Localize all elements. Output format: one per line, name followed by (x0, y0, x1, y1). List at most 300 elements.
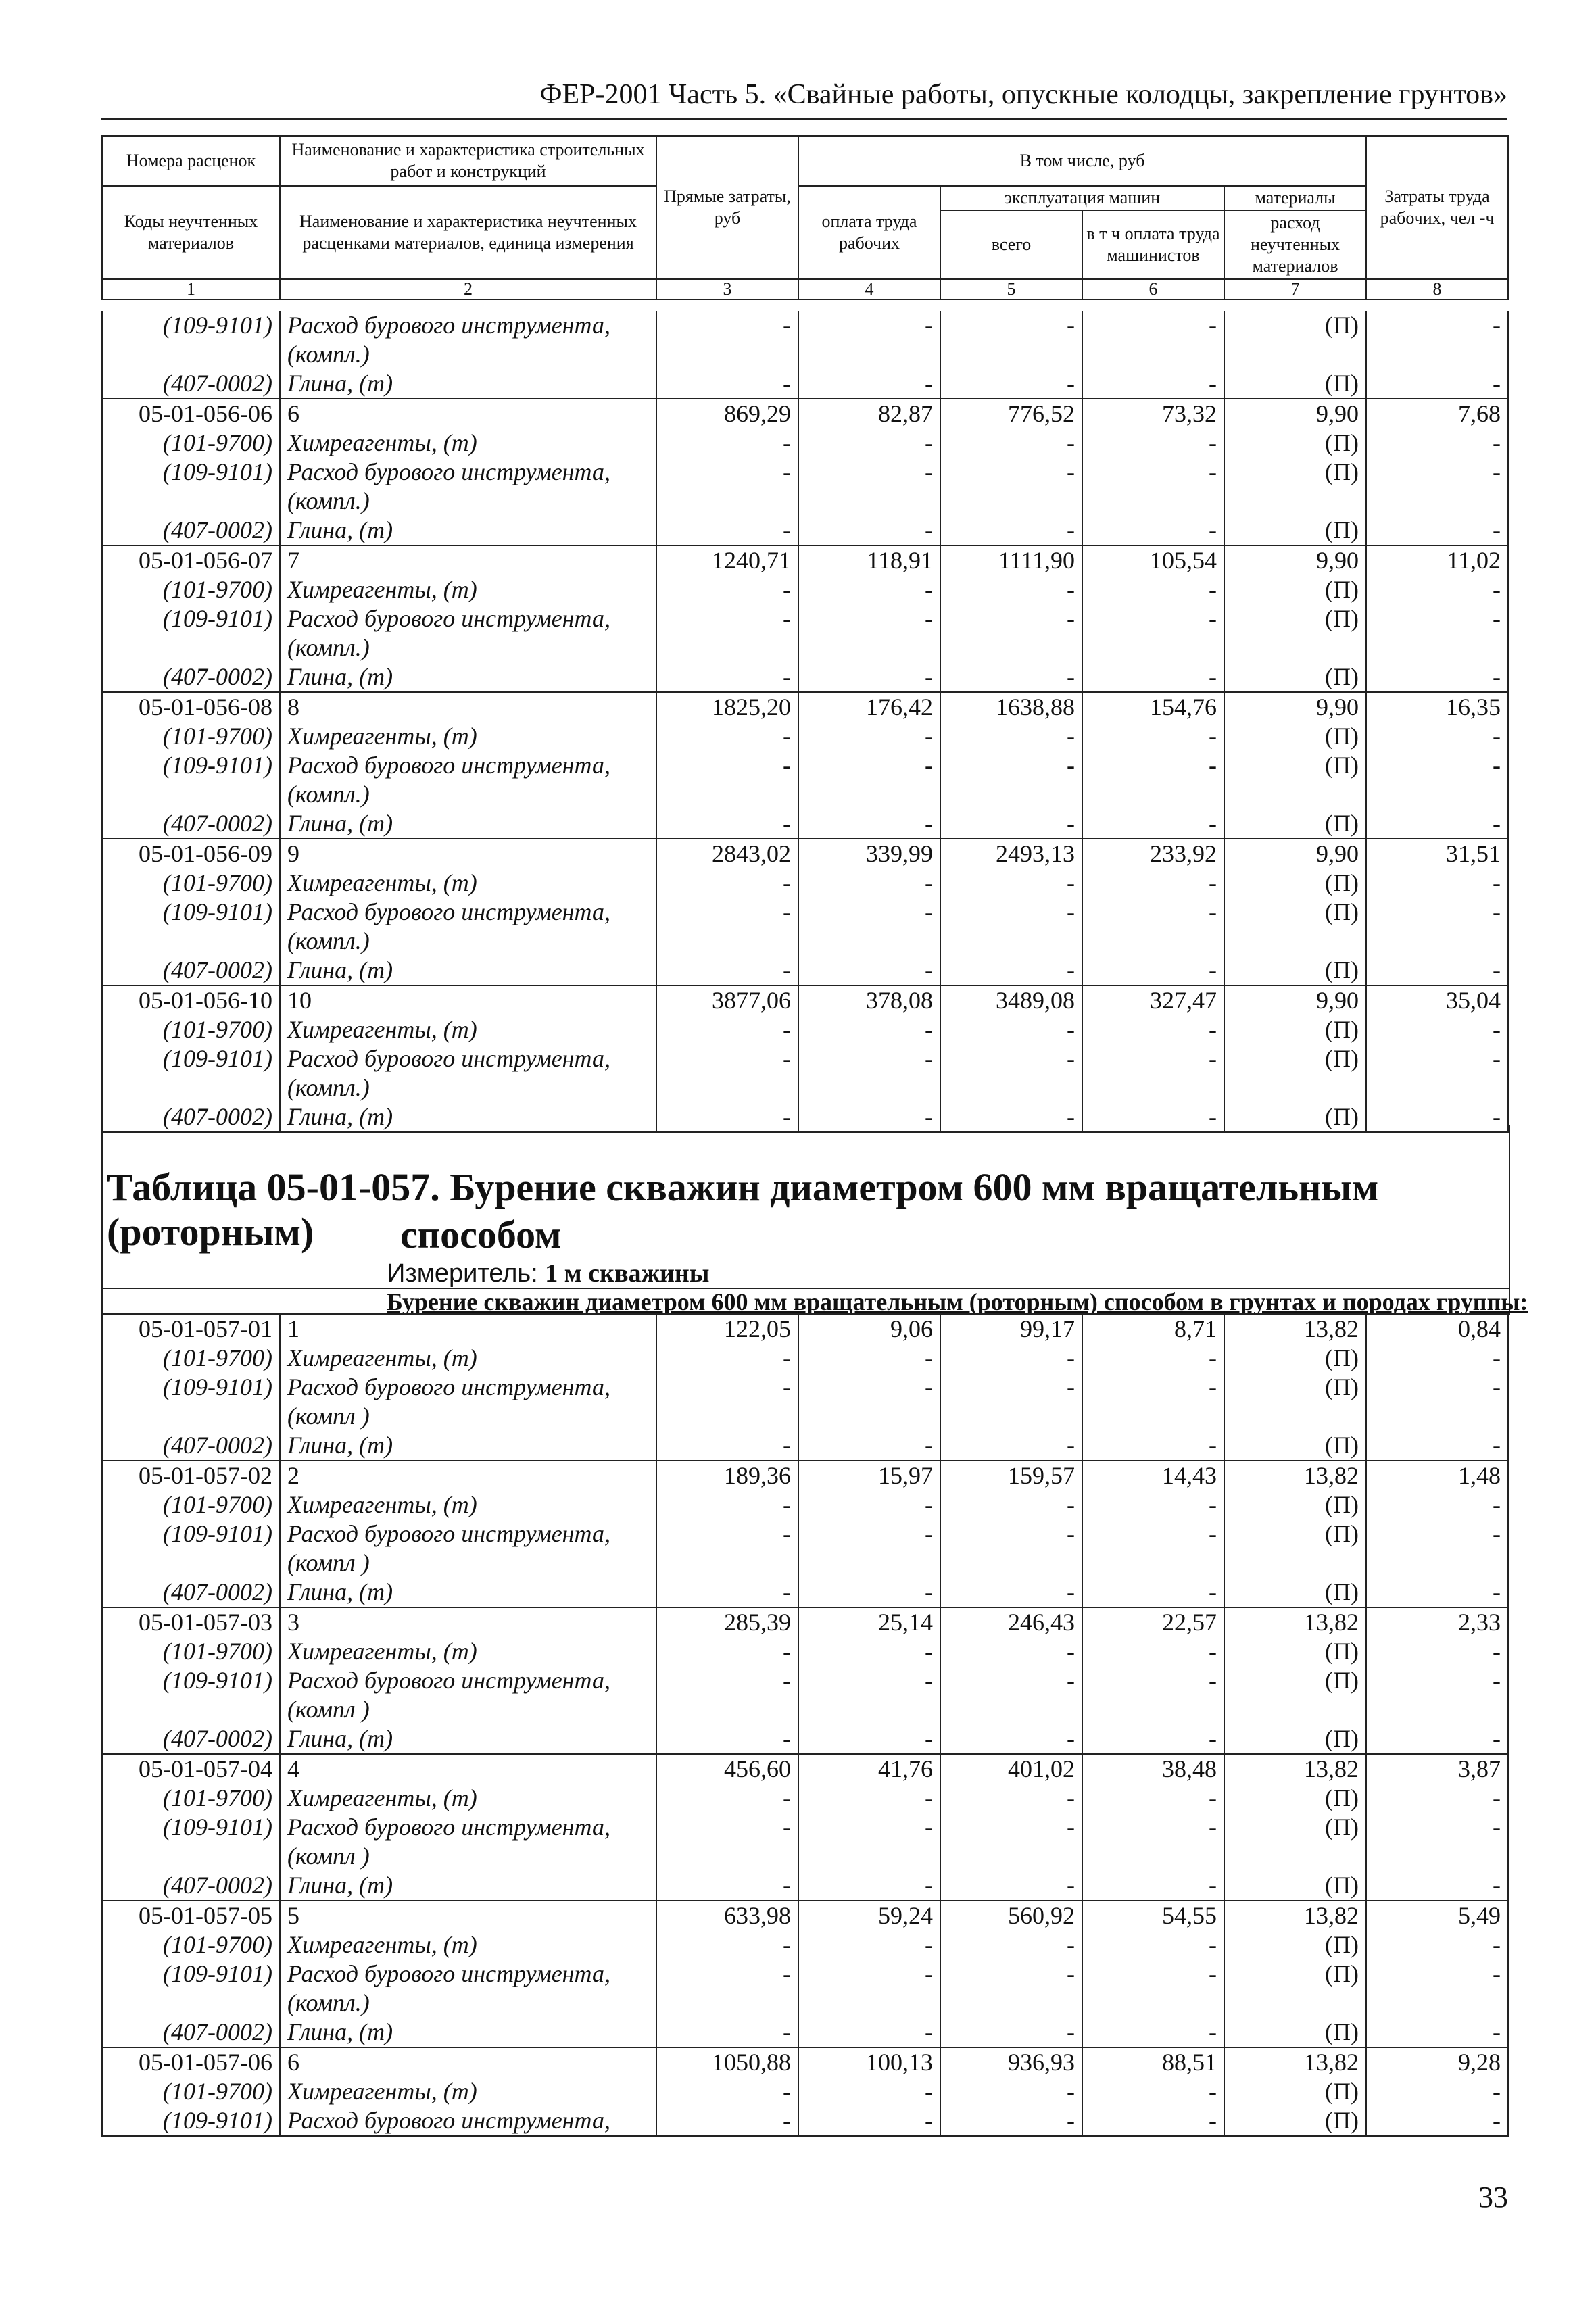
direct-costs-cell: - (656, 2077, 798, 2106)
operators-pay-cell: - (1082, 311, 1224, 340)
machine-total-cell: - (940, 869, 1082, 898)
column-header-table (101, 135, 1509, 300)
operators-pay-cell: - (1082, 1930, 1224, 1959)
item-name-cell: Химреагенты, (т) (280, 1930, 656, 1959)
rate-code-cell: (109-9101) (102, 604, 280, 633)
continuation-row (102, 633, 1508, 662)
operators-pay-cell: - (1082, 1373, 1224, 1402)
labor-hours-cell: - (1366, 1813, 1508, 1842)
item-name-cell: Химреагенты, (т) (280, 575, 656, 604)
workers-pay-cell: 100,13 (798, 2047, 940, 2077)
machine-total-cell (940, 927, 1082, 956)
machine-total-cell: - (940, 1959, 1082, 1989)
materials-cell (1224, 340, 1366, 369)
header-index-row (102, 279, 1508, 299)
rate-code-cell: (109-9101) (102, 311, 280, 340)
direct-costs-cell: 1825,20 (656, 692, 798, 722)
machine-total-cell (940, 487, 1082, 516)
direct-costs-cell: - (656, 1784, 798, 1813)
item-name-cell: Химреагенты, (т) (280, 869, 656, 898)
workers-pay-cell: - (798, 2106, 940, 2136)
rate-code-cell: (407-0002) (102, 2018, 280, 2047)
labor-hours-cell: - (1366, 1871, 1508, 1901)
labor-hours-cell (1366, 487, 1508, 516)
rate-code-cell: (407-0002) (102, 1578, 280, 1607)
materials-cell: (П) (1224, 1666, 1366, 1695)
materials-cell: (П) (1224, 1044, 1366, 1073)
header-material-names: Наименование и характеристика неучтенных расценками материалов, единица измерения (280, 186, 656, 279)
material-row (102, 604, 1508, 633)
machine-total-cell: - (940, 751, 1082, 780)
workers-pay-cell: - (798, 1959, 940, 1989)
rate-code-cell: (101-9700) (102, 1490, 280, 1519)
workers-pay-cell: - (798, 1519, 940, 1549)
rate-row (102, 839, 1508, 869)
labor-hours-cell: - (1366, 751, 1508, 780)
item-name-cell: 9 (280, 839, 656, 869)
machine-total-cell (940, 1842, 1082, 1871)
materials-cell: (П) (1224, 1871, 1366, 1901)
operators-pay-cell (1082, 633, 1224, 662)
workers-pay-cell: 41,76 (798, 1754, 940, 1784)
rate-code-cell: 05-01-057-03 (102, 1607, 280, 1637)
rate-code-cell: (101-9700) (102, 1930, 280, 1959)
direct-costs-cell: - (656, 2018, 798, 2047)
direct-costs-cell (656, 780, 798, 809)
rate-row (102, 1461, 1508, 1490)
operators-pay-cell (1082, 1549, 1224, 1578)
rates-table-top (101, 311, 1509, 1133)
direct-costs-cell: - (656, 1724, 798, 1754)
material-row (102, 575, 1508, 604)
rate-code-cell (102, 1549, 280, 1578)
workers-pay-cell: - (798, 369, 940, 399)
machine-total-cell: - (940, 1578, 1082, 1607)
item-name-cell: Химреагенты, (т) (280, 1637, 656, 1666)
material-row (102, 458, 1508, 487)
materials-cell: 13,82 (1224, 1314, 1366, 1344)
rate-code-cell: (109-9101) (102, 1519, 280, 1549)
operators-pay-cell: - (1082, 1724, 1224, 1754)
labor-hours-cell: - (1366, 662, 1508, 692)
continuation-row (102, 780, 1508, 809)
machine-total-cell: - (940, 722, 1082, 751)
materials-cell: (П) (1224, 1519, 1366, 1549)
material-row (102, 1784, 1508, 1813)
item-name-cell: Расход бурового инструмента, (280, 1813, 656, 1842)
workers-pay-cell: 176,42 (798, 692, 940, 722)
operators-pay-cell (1082, 340, 1224, 369)
header-index-cell: 8 (1366, 279, 1508, 299)
workers-pay-cell: - (798, 2018, 940, 2047)
item-name-cell: 1 (280, 1314, 656, 1344)
workers-pay-cell (798, 780, 940, 809)
machine-total-cell: 560,92 (940, 1901, 1082, 1930)
rate-code-cell (102, 340, 280, 369)
header-including: В том числе, руб (798, 136, 1366, 186)
machine-total-cell (940, 340, 1082, 369)
direct-costs-cell (656, 340, 798, 369)
materials-cell: 9,90 (1224, 985, 1366, 1015)
materials-cell: 9,90 (1224, 545, 1366, 575)
continuation-row (102, 487, 1508, 516)
materials-cell: (П) (1224, 575, 1366, 604)
workers-pay-cell: - (798, 604, 940, 633)
direct-costs-cell: - (656, 1637, 798, 1666)
workers-pay-cell: - (798, 1578, 940, 1607)
rate-code-cell: (407-0002) (102, 1724, 280, 1754)
labor-hours-cell: 5,49 (1366, 1901, 1508, 1930)
table-title-block (101, 1156, 1510, 1288)
workers-pay-cell (798, 1989, 940, 2018)
item-name-cell: Расход бурового инструмента, (280, 1959, 656, 1989)
rate-code-cell (102, 1989, 280, 2018)
operators-pay-cell: - (1082, 429, 1224, 458)
materials-cell: 13,82 (1224, 1461, 1366, 1490)
rate-code-cell: (407-0002) (102, 369, 280, 399)
material-row (102, 1637, 1508, 1666)
workers-pay-cell: - (798, 1871, 940, 1901)
direct-costs-cell: 189,36 (656, 1461, 798, 1490)
direct-costs-cell: 869,29 (656, 399, 798, 429)
header-index-cell: 6 (1082, 279, 1224, 299)
direct-costs-cell (656, 1073, 798, 1102)
machine-total-cell: 246,43 (940, 1607, 1082, 1637)
machine-total-cell: - (940, 2106, 1082, 2136)
workers-pay-cell: - (798, 869, 940, 898)
material-row (102, 1666, 1508, 1695)
workers-pay-cell (798, 927, 940, 956)
machine-total-cell: - (940, 1519, 1082, 1549)
workers-pay-cell (798, 1073, 940, 1102)
machine-total-cell: - (940, 1015, 1082, 1044)
materials-cell: (П) (1224, 1724, 1366, 1754)
continuation-row (102, 1073, 1508, 1102)
materials-cell: (П) (1224, 1637, 1366, 1666)
materials-cell: (П) (1224, 1813, 1366, 1842)
materials-cell: (П) (1224, 429, 1366, 458)
item-name-cell: 5 (280, 1901, 656, 1930)
header-materials: материалы (1224, 186, 1366, 210)
machine-total-cell: - (940, 1930, 1082, 1959)
direct-costs-cell: - (656, 369, 798, 399)
item-name-cell: Расход бурового инструмента, (280, 898, 656, 927)
materials-cell: (П) (1224, 1490, 1366, 1519)
machine-total-cell: - (940, 1724, 1082, 1754)
labor-hours-cell: - (1366, 1044, 1508, 1073)
operators-pay-cell: - (1082, 1959, 1224, 1989)
direct-costs-cell (656, 1842, 798, 1871)
direct-costs-cell: - (656, 1813, 798, 1842)
operators-pay-cell (1082, 1842, 1224, 1871)
materials-cell: (П) (1224, 1959, 1366, 1989)
material-row (102, 662, 1508, 692)
item-name-cell: Глина, (т) (280, 1871, 656, 1901)
workers-pay-cell: - (798, 1490, 940, 1519)
machine-total-cell: - (940, 1102, 1082, 1132)
labor-hours-cell: - (1366, 1637, 1508, 1666)
machine-total-cell: - (940, 2018, 1082, 2047)
direct-costs-cell: 456,60 (656, 1754, 798, 1784)
operators-pay-cell: 88,51 (1082, 2047, 1224, 2077)
header-labor-hours: Затраты труда рабочих, чел -ч (1366, 136, 1508, 279)
rate-code-cell: 05-01-056-09 (102, 839, 280, 869)
labor-hours-cell: - (1366, 429, 1508, 458)
operators-pay-cell: - (1082, 1490, 1224, 1519)
material-row (102, 2106, 1508, 2136)
direct-costs-cell: 122,05 (656, 1314, 798, 1344)
machine-total-cell: - (940, 809, 1082, 839)
machine-total-cell: - (940, 1784, 1082, 1813)
material-row (102, 898, 1508, 927)
rate-code-cell: (101-9700) (102, 575, 280, 604)
direct-costs-cell: - (656, 2106, 798, 2136)
direct-costs-cell: - (656, 1519, 798, 1549)
machine-total-cell (940, 633, 1082, 662)
item-name-cell: (компл.) (280, 1073, 656, 1102)
operators-pay-cell: - (1082, 751, 1224, 780)
item-name-cell: Глина, (т) (280, 1102, 656, 1132)
labor-hours-cell: - (1366, 369, 1508, 399)
material-row (102, 516, 1508, 545)
direct-costs-cell: - (656, 1044, 798, 1073)
page-number: 33 (1478, 2180, 1508, 2214)
materials-cell: (П) (1224, 751, 1366, 780)
measure-value: 1 м скважины (545, 1259, 710, 1288)
rate-code-cell: 05-01-057-04 (102, 1754, 280, 1784)
operators-pay-cell: 154,76 (1082, 692, 1224, 722)
item-name-cell: Глина, (т) (280, 1724, 656, 1754)
machine-total-cell: - (940, 1431, 1082, 1461)
material-row (102, 1431, 1508, 1461)
header-direct-costs: Прямые затраты, руб (656, 136, 798, 279)
material-row (102, 751, 1508, 780)
rate-code-cell: 05-01-057-06 (102, 2047, 280, 2077)
rate-row (102, 2047, 1508, 2077)
materials-cell: (П) (1224, 956, 1366, 985)
direct-costs-cell: - (656, 722, 798, 751)
materials-cell: (П) (1224, 1015, 1366, 1044)
workers-pay-cell: - (798, 1373, 940, 1402)
workers-pay-cell: - (798, 1724, 940, 1754)
direct-costs-cell: - (656, 869, 798, 898)
rate-code-cell: 05-01-057-05 (102, 1901, 280, 1930)
operators-pay-cell: 105,54 (1082, 545, 1224, 575)
header-index-cell: 5 (940, 279, 1082, 299)
rate-code-cell: (407-0002) (102, 1871, 280, 1901)
rate-code-cell (102, 633, 280, 662)
operators-pay-cell: 14,43 (1082, 1461, 1224, 1490)
direct-costs-cell: - (656, 1578, 798, 1607)
labor-hours-cell: - (1366, 1724, 1508, 1754)
direct-costs-cell: - (656, 662, 798, 692)
workers-pay-cell: - (798, 1015, 940, 1044)
material-row (102, 869, 1508, 898)
materials-cell: 9,90 (1224, 399, 1366, 429)
rate-code-cell: (407-0002) (102, 1102, 280, 1132)
operators-pay-cell: 73,32 (1082, 399, 1224, 429)
materials-cell (1224, 487, 1366, 516)
item-name-cell: Химреагенты, (т) (280, 1015, 656, 1044)
machine-total-cell: - (940, 1044, 1082, 1073)
rate-code-cell: 05-01-056-10 (102, 985, 280, 1015)
materials-cell: (П) (1224, 1102, 1366, 1132)
operators-pay-cell (1082, 1989, 1224, 2018)
header-workers-pay: оплата труда рабочих (798, 186, 940, 279)
rate-code-cell: (407-0002) (102, 516, 280, 545)
labor-hours-cell: - (1366, 1930, 1508, 1959)
material-row (102, 429, 1508, 458)
workers-pay-cell (798, 487, 940, 516)
item-name-cell: Глина, (т) (280, 956, 656, 985)
machine-total-cell (940, 1695, 1082, 1724)
materials-cell: (П) (1224, 1344, 1366, 1373)
rate-row (102, 985, 1508, 1015)
direct-costs-cell: - (656, 1431, 798, 1461)
table-title: Таблица 05-01-057. Бурение скважин диаметром 600 мм вращательным (роторным) (107, 1165, 1379, 1254)
labor-hours-cell: 11,02 (1366, 545, 1508, 575)
section-heading-row (101, 1288, 1528, 1315)
machine-total-cell: 3489,08 (940, 985, 1082, 1015)
materials-cell: 13,82 (1224, 1607, 1366, 1637)
item-name-cell: (компл.) (280, 927, 656, 956)
labor-hours-cell: - (1366, 956, 1508, 985)
material-row (102, 956, 1508, 985)
header-rate-number: Номера расценок (102, 136, 280, 186)
rate-code-cell (102, 487, 280, 516)
item-name-cell: Глина, (т) (280, 516, 656, 545)
machine-total-cell: - (940, 2077, 1082, 2106)
continuation-row (102, 1402, 1508, 1431)
machine-total-cell: - (940, 1637, 1082, 1666)
workers-pay-cell: - (798, 458, 940, 487)
workers-pay-cell: - (798, 429, 940, 458)
direct-costs-cell: - (656, 751, 798, 780)
materials-cell: (П) (1224, 604, 1366, 633)
labor-hours-cell: - (1366, 722, 1508, 751)
direct-costs-cell: - (656, 1959, 798, 1989)
material-row (102, 1813, 1508, 1842)
workers-pay-cell: - (798, 1044, 940, 1073)
item-name-cell: Расход бурового инструмента, (280, 458, 656, 487)
item-name-cell: (компл ) (280, 1402, 656, 1431)
rate-code-cell: 05-01-056-07 (102, 545, 280, 575)
direct-costs-cell: 1240,71 (656, 545, 798, 575)
labor-hours-cell: 3,87 (1366, 1754, 1508, 1784)
rate-row (102, 1314, 1508, 1344)
workers-pay-cell: - (798, 1102, 940, 1132)
labor-hours-cell (1366, 1842, 1508, 1871)
rate-code-cell: (109-9101) (102, 1666, 280, 1695)
labor-hours-cell: - (1366, 1578, 1508, 1607)
machine-total-cell: 99,17 (940, 1314, 1082, 1344)
labor-hours-cell: - (1366, 458, 1508, 487)
direct-costs-cell: 1050,88 (656, 2047, 798, 2077)
operators-pay-cell: 8,71 (1082, 1314, 1224, 1344)
rate-code-cell: (101-9700) (102, 869, 280, 898)
materials-cell: 13,82 (1224, 2047, 1366, 2077)
direct-costs-cell: - (656, 311, 798, 340)
material-row (102, 1871, 1508, 1901)
machine-total-cell: - (940, 1344, 1082, 1373)
labor-hours-cell: - (1366, 2106, 1508, 2136)
material-row (102, 2077, 1508, 2106)
operators-pay-cell: - (1082, 1871, 1224, 1901)
rate-code-cell: (109-9101) (102, 458, 280, 487)
header-work-name: Наименование и характеристика строительных работ и конструкций (280, 136, 656, 186)
header-index-cell: 2 (280, 279, 656, 299)
material-row (102, 809, 1508, 839)
item-name-cell: (компл ) (280, 1549, 656, 1578)
machine-total-cell (940, 1402, 1082, 1431)
rate-code-cell (102, 1842, 280, 1871)
materials-cell (1224, 1549, 1366, 1578)
rate-code-cell (102, 1402, 280, 1431)
machine-total-cell: - (940, 1871, 1082, 1901)
workers-pay-cell: - (798, 2077, 940, 2106)
continuation-row (102, 1989, 1508, 2018)
item-name-cell: Глина, (т) (280, 369, 656, 399)
labor-hours-cell: - (1366, 1431, 1508, 1461)
operators-pay-cell (1082, 1402, 1224, 1431)
material-row (102, 2018, 1508, 2047)
workers-pay-cell: - (798, 956, 940, 985)
machine-total-cell: 159,57 (940, 1461, 1082, 1490)
labor-hours-cell: - (1366, 1490, 1508, 1519)
item-name-cell: Расход бурового инструмента, (280, 1519, 656, 1549)
rate-code-cell: (109-9101) (102, 1813, 280, 1842)
workers-pay-cell (798, 1842, 940, 1871)
item-name-cell: Расход бурового инструмента, (280, 2106, 656, 2136)
operators-pay-cell: - (1082, 2106, 1224, 2136)
operators-pay-cell: - (1082, 898, 1224, 927)
materials-cell: (П) (1224, 1784, 1366, 1813)
materials-cell (1224, 1842, 1366, 1871)
labor-hours-cell: - (1366, 1015, 1508, 1044)
direct-costs-cell (656, 1989, 798, 2018)
machine-total-cell (940, 1073, 1082, 1102)
operators-pay-cell: 327,47 (1082, 985, 1224, 1015)
labor-hours-cell: - (1366, 1519, 1508, 1549)
operators-pay-cell (1082, 1073, 1224, 1102)
rate-code-cell: (109-9101) (102, 751, 280, 780)
rate-code-cell: 05-01-057-02 (102, 1461, 280, 1490)
rate-code-cell: (101-9700) (102, 1344, 280, 1373)
labor-hours-cell: - (1366, 1959, 1508, 1989)
material-row (102, 722, 1508, 751)
workers-pay-cell: - (798, 1930, 940, 1959)
material-row (102, 1578, 1508, 1607)
operators-pay-cell: - (1082, 869, 1224, 898)
workers-pay-cell: - (798, 809, 940, 839)
operators-pay-cell: 22,57 (1082, 1607, 1224, 1637)
materials-cell: (П) (1224, 722, 1366, 751)
header-index-cell: 7 (1224, 279, 1366, 299)
item-name-cell: 6 (280, 399, 656, 429)
item-name-cell: Глина, (т) (280, 662, 656, 692)
materials-cell: (П) (1224, 458, 1366, 487)
item-name-cell: Расход бурового инструмента, (280, 751, 656, 780)
material-row (102, 311, 1508, 340)
workers-pay-cell: 59,24 (798, 1901, 940, 1930)
operators-pay-cell: - (1082, 809, 1224, 839)
operators-pay-cell: - (1082, 1015, 1224, 1044)
machine-total-cell: - (940, 516, 1082, 545)
workers-pay-cell: - (798, 662, 940, 692)
header-material-codes: Коды неучтенных материалов (102, 186, 280, 279)
machine-total-cell: - (940, 429, 1082, 458)
item-name-cell: Расход бурового инструмента, (280, 311, 656, 340)
